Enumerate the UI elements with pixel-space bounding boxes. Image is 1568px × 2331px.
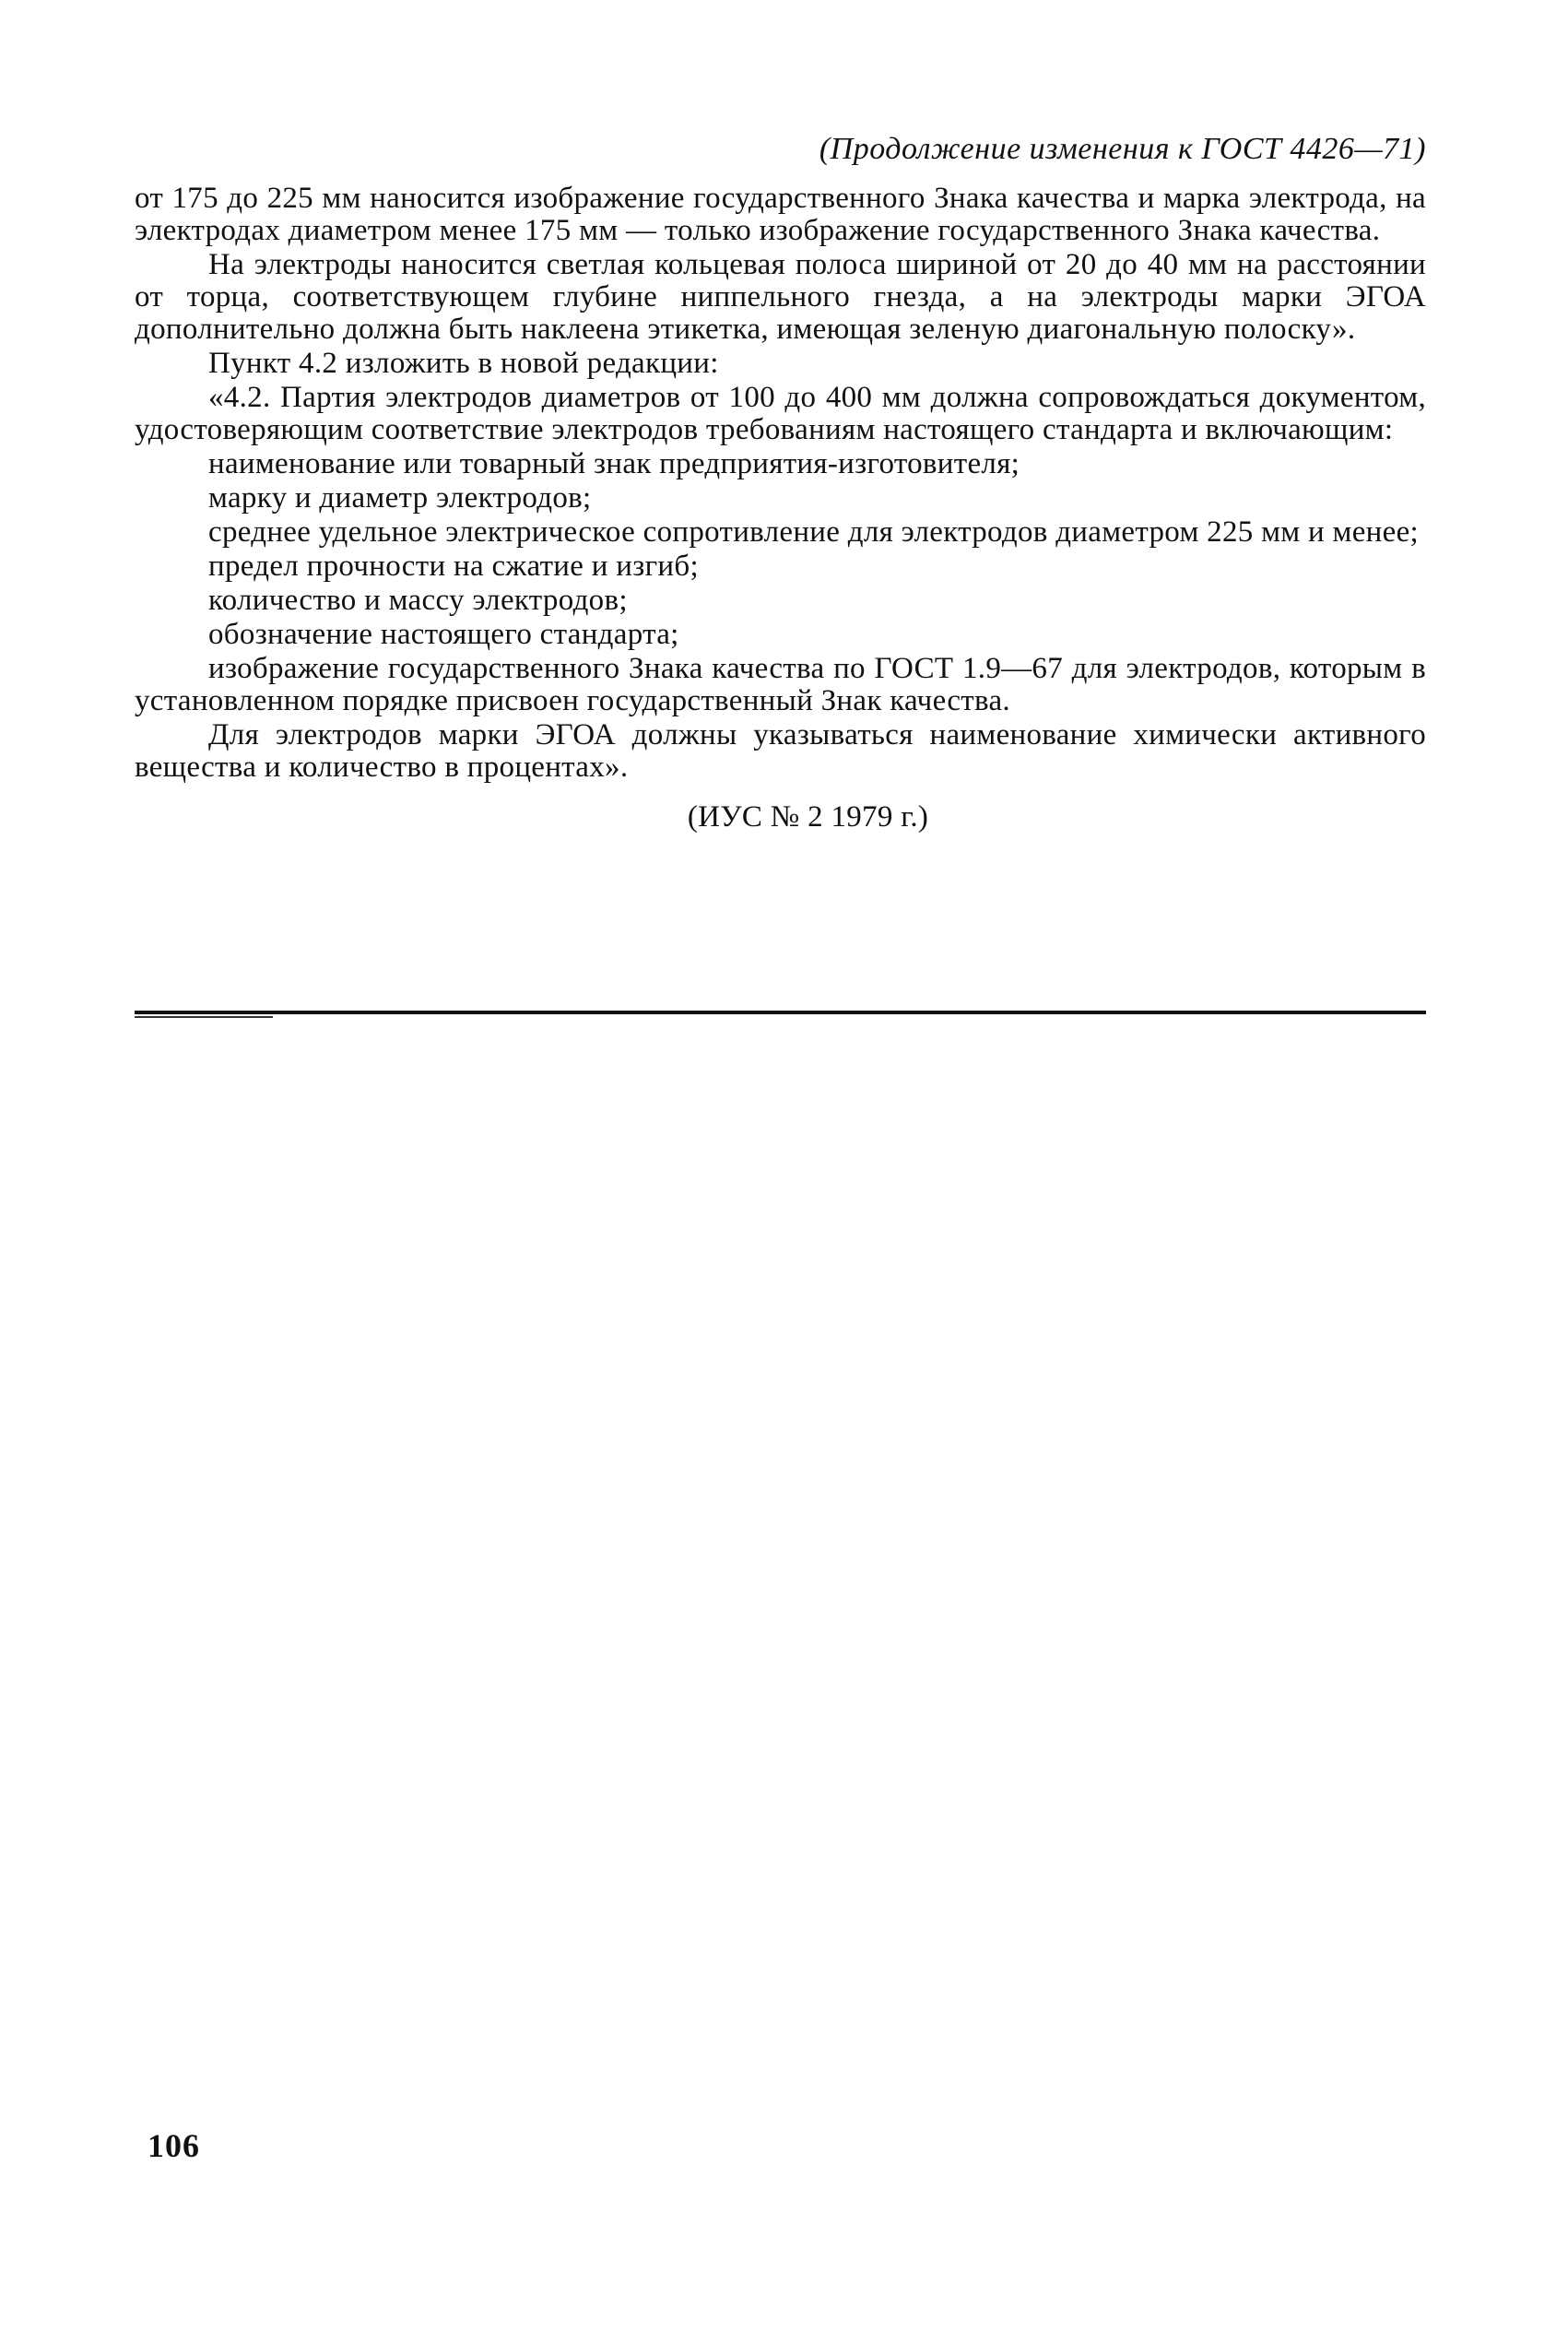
amendment-body [135,183,1426,835]
paragraph-ring-stripe: На электроды наносится светлая кольцевая полоса шириной от 20 до 40 мм на расстоянии от торца, соответствующем глубине ниппельного гнезда, а на электроды марки ЭГОА дополнительно должна быть наклеена этикетка, имеющая зеленую диагональную полоску». [135,248,1426,346]
section-divider [135,1011,1426,1014]
section-divider-underline [135,1016,273,1018]
list-item: наименование или товарный знак предприятия-изготовителя; [208,447,1020,480]
page-number: 106 [147,2127,200,2164]
document-contents-list [135,448,1426,717]
ius-citation: (ИУС № 2 1979 г.) [687,800,929,834]
list-item: количество и массу электродов; [208,584,628,617]
paragraph-marking-sizes: от 175 до 225 мм наносится изображение государственного Знака качества и марка электрода, на электродах диаметром менее 175 мм — только изображение государственного Знака качества. [135,182,1426,247]
list-item: марку и диаметр электродов; [208,481,592,515]
paragraph-egoa-requirement: Для электродов марки ЭГОА должны указываться наименование химически активного вещества и количество в процентах». [135,718,1426,784]
paragraph-clause-instruction: Пункт 4.2 изложить в новой редакции: [208,347,719,380]
continuation-header: (Продолжение изменения к ГОСТ 4426—71) [819,132,1426,166]
paragraph-clause-4-2: «4.2. Партия электродов диаметров от 100 до 400 мм должна сопровождаться документом, удостоверяющим соответствие электродов требованиям настоящего стандарта и включающим: [135,381,1426,446]
list-item: обозначение настоящего стандарта; [208,618,679,651]
list-item: предел прочности на сжатие и изгиб; [208,550,699,583]
list-item: среднее удельное электрическое сопротивление для электродов диаметром 225 мм и менее; [208,515,1419,549]
list-item: изображение государственного Знака качества по ГОСТ 1.9—67 для электродов, которым в установленном порядке присвоен государственный Знак качества. [135,652,1426,717]
